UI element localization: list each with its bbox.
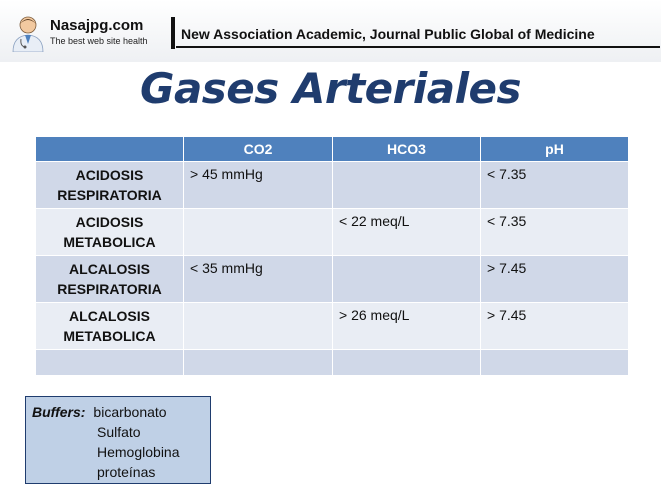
condition-line-1: ALCALOSIS <box>69 261 150 277</box>
column-header-ph: pH <box>481 137 629 162</box>
cell-hco3: > 26 meq/L <box>333 303 481 350</box>
row-condition <box>36 256 184 303</box>
condition-line-2: RESPIRATORIA <box>57 281 162 297</box>
cell-hco3: < 22 meq/L <box>333 209 481 256</box>
table-row <box>36 162 629 209</box>
cell-hco3 <box>333 162 481 209</box>
site-header <box>0 0 661 62</box>
buffer-item: Sulfato <box>97 424 141 440</box>
cell-ph: < 7.35 <box>481 162 629 209</box>
cell-ph: > 7.45 <box>481 256 629 303</box>
row-condition <box>36 209 184 256</box>
cell-hco3 <box>333 256 481 303</box>
journal-title: New Association Academic, Journal Public Global of Medicine <box>181 26 595 42</box>
empty-cell <box>36 350 184 376</box>
buffer-item: Hemoglobina <box>97 444 180 460</box>
table-header-row <box>36 137 629 162</box>
cell-ph: < 7.35 <box>481 209 629 256</box>
cell-co2 <box>184 303 333 350</box>
condition-line-2: RESPIRATORIA <box>57 187 162 203</box>
column-header-co2: CO2 <box>184 137 333 162</box>
empty-cell <box>184 350 333 376</box>
cell-ph: > 7.45 <box>481 303 629 350</box>
cell-co2: < 35 mmHg <box>184 256 333 303</box>
header-underline <box>176 46 660 48</box>
column-header-condition <box>36 137 184 162</box>
header-divider <box>171 17 175 49</box>
condition-line-2: METABOLICA <box>63 328 156 344</box>
table-row-empty <box>36 350 629 376</box>
row-condition <box>36 303 184 350</box>
empty-cell <box>481 350 629 376</box>
buffer-item: bicarbonato <box>93 404 167 420</box>
slide-title: Gases Arteriales <box>139 64 522 113</box>
table-row <box>36 209 629 256</box>
doctor-avatar-icon <box>8 12 48 52</box>
cell-co2: > 45 mmHg <box>184 162 333 209</box>
condition-line-1: ACIDOSIS <box>75 167 144 183</box>
buffers-label: Buffers: <box>32 404 86 420</box>
condition-line-2: METABOLICA <box>63 234 156 250</box>
condition-line-1: ACIDOSIS <box>75 214 144 230</box>
table-row <box>36 303 629 350</box>
cell-co2 <box>184 209 333 256</box>
buffers-box <box>25 396 211 484</box>
condition-line-1: ALCALOSIS <box>69 308 150 324</box>
buffer-item: proteínas <box>97 464 156 480</box>
blood-gas-table <box>35 136 629 376</box>
site-tagline: The best web site health <box>50 36 148 46</box>
row-condition <box>36 162 184 209</box>
table-row <box>36 256 629 303</box>
site-name[interactable]: Nasajpg.com <box>50 17 144 34</box>
column-header-hco3: HCO3 <box>333 137 481 162</box>
buffers-first-row <box>32 402 204 422</box>
empty-cell <box>333 350 481 376</box>
